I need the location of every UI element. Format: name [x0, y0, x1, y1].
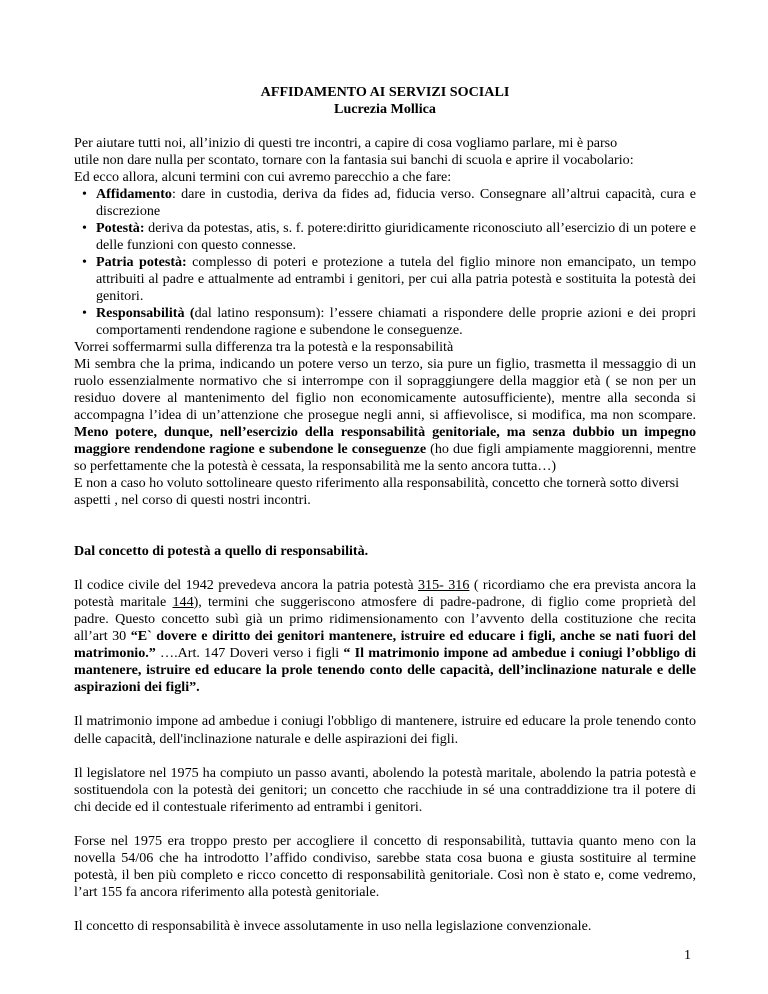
terms-list	[74, 186, 696, 339]
intro-line-1: Per aiutare tutti noi, all’inizio di questi tre incontri, a capire di cosa vogliamo parlare, mi è parso	[74, 135, 618, 151]
term-definition: dal latino responsum): l’essere chiamati a rispondere delle proprie azioni e dei propri comportamenti rendendone ragione e subendone le conseguenze.	[96, 305, 697, 338]
term-label: Responsabilità (	[96, 305, 195, 321]
title-block	[74, 84, 696, 118]
codice-paragraph: Il codice civile del 1942 prevedeva ancora la patria potestà 315- 316 ( ricordiamo che era prevista ancora la potestà maritale 144), termini che suggeriscono atmosfere di padre-padrone, di figlio come proprietà del padre. Questo concetto subì già un primo ridimensionamento con l’avvento della costituzione che recita all’art 30 “E` dovere e diritto dei genitori mantenere, istruire ed educare i figli, anche se nati fuori del matrimonio.” ….Art. 147 Doveri verso i figli “ Il matrimonio impone ad ambedue i coniugi l’obbligo di mantenere, istruire ed educare la prole tenendo conto delle capacità, dell’inclinazione naturale e delle aspirazioni dei figli”.	[74, 577, 696, 695]
reflection-bold: Meno potere, dunque, nell’esercizio della responsabilità genitoriale, ma senza dubbio un impegno maggiore rendendone ragione e subendone le conseguenze	[74, 424, 696, 457]
list-item	[74, 220, 696, 254]
list-item	[74, 254, 696, 305]
article-30-quote: “E` dovere e diritto dei genitori mantenere, istruire ed educare i figli, anche se nati fuori del matrimonio.”	[74, 628, 696, 661]
term-label: Potestà:	[96, 220, 145, 236]
paragraph-1975: Il legislatore nel 1975 ha compiuto un passo avanti, abolendo la potestà maritale, abolendo la patria potestà e sostituendola con la potestà dei genitori; un concetto che racchiude in sé una contraddizione tra il potere di chi decide ed il contestuale riferimento ad entrambi i genitori.	[74, 765, 696, 815]
bullet-icon: •	[82, 305, 87, 321]
paragraph-matrimonio: Il matrimonio impone ad ambedue i coniugi l'obbligo di mantenere, istruire ed educare la prole tenendo conto delle capacità, dell'inclinazione naturale e delle aspirazioni dei figli.	[74, 713, 696, 747]
bullet-icon: •	[82, 186, 87, 202]
document-title: AFFIDAMENTO AI SERVIZI SOCIALI	[260, 84, 510, 100]
intro-line-3: Ed ecco allora, alcuni termini con cui avremo parecchio a che fare:	[74, 169, 452, 185]
term-label: Affidamento	[96, 186, 172, 202]
term-definition: : dare in custodia, deriva da fides ad, fiducia verso. Consegnare all’altrui capacità, cura e discrezione	[96, 186, 696, 219]
paragraph-convenzionale: Il concetto di responsabilità è invece assolutamente in uso nella legislazione convenzionale.	[74, 918, 592, 934]
section-heading: Dal concetto di potestà a quello di responsabilità.	[74, 543, 369, 559]
bullet-icon: •	[82, 254, 87, 270]
page-number: 1	[684, 947, 692, 963]
intro-line-2: utile non dare nulla per scontato, tornare con la fantasia sui banchi di scuola e aprire il vocabolario:	[74, 152, 634, 168]
article-reference: 315- 316	[417, 577, 470, 593]
list-item	[74, 305, 696, 339]
reflection-paragraph	[74, 356, 696, 475]
intro-paragraph	[74, 135, 696, 186]
reflection-closing: E non a caso ho voluto sottolineare questo riferimento alla responsabilità, concetto che tornerà sotto diversi aspetti , nel corso di questi nostri incontri.	[74, 475, 680, 508]
reflection-intro: Vorrei soffermarmi sulla differenza tra la potestà e la responsabilità	[74, 339, 454, 355]
term-label: Patria potestà:	[96, 254, 187, 270]
document-page	[74, 84, 696, 935]
bullet-icon: •	[82, 220, 87, 236]
article-147-quote: “ Il matrimonio impone ad ambedue i coniugi l’obbligo di mantenere, istruire ed educare la prole tenendo conto delle capacità, dell’inclinazione naturale e delle aspirazioni dei figli”.	[74, 645, 696, 695]
article-reference: 144	[172, 594, 194, 610]
reflection-tail: (ho due figli ampiamente maggiorenni, mentre so perfettamente che la potestà è cessata, la responsabilità me la sento ancora tutta…)	[74, 441, 696, 474]
document-author: Lucrezia Mollica	[334, 101, 436, 117]
term-definition: complesso di poteri e protezione a tutela del figlio minore non emancipato, un tempo attribuiti al padre e attualmente ad entrambi i genitori, per cui alla patria potestà e sostituita la potestà dei genitori.	[96, 254, 696, 304]
term-definition: deriva da potestas, atis, s. f. potere:diritto giuridicamente riconosciuto all’esercizio di un potere e delle funzioni con questo connesse.	[96, 220, 696, 253]
reflection-body: Mi sembra che la prima, indicando un potere verso un terzo, sia pure un figlio, trasmetta il messaggio di un ruolo essenzialmente normativo che si interrompe con il sopraggiungere della maggior età ( se non per un residuo dovere al mantenimento del figlio non economicamente autosufficiente), mentre alla seconda si accompagna l’idea di un’attenzione che prosegue negli anni, si affievolisce, si modifica, ma non scompare.	[74, 356, 696, 423]
list-item	[74, 186, 696, 220]
paragraph-novella: Forse nel 1975 era troppo presto per accogliere il concetto di responsabilità, tuttavia quanto meno con la novella 54/06 che ha introdotto l’affido condiviso, sarebbe stata cosa buona e giusta sostituire al termine potestà, il ben più completo e ricco concetto di responsabilità genitoriale. Così non è stato e, come vedremo, l’art 155 fa ancora riferimento alla potestà genitoriale.	[74, 833, 696, 900]
